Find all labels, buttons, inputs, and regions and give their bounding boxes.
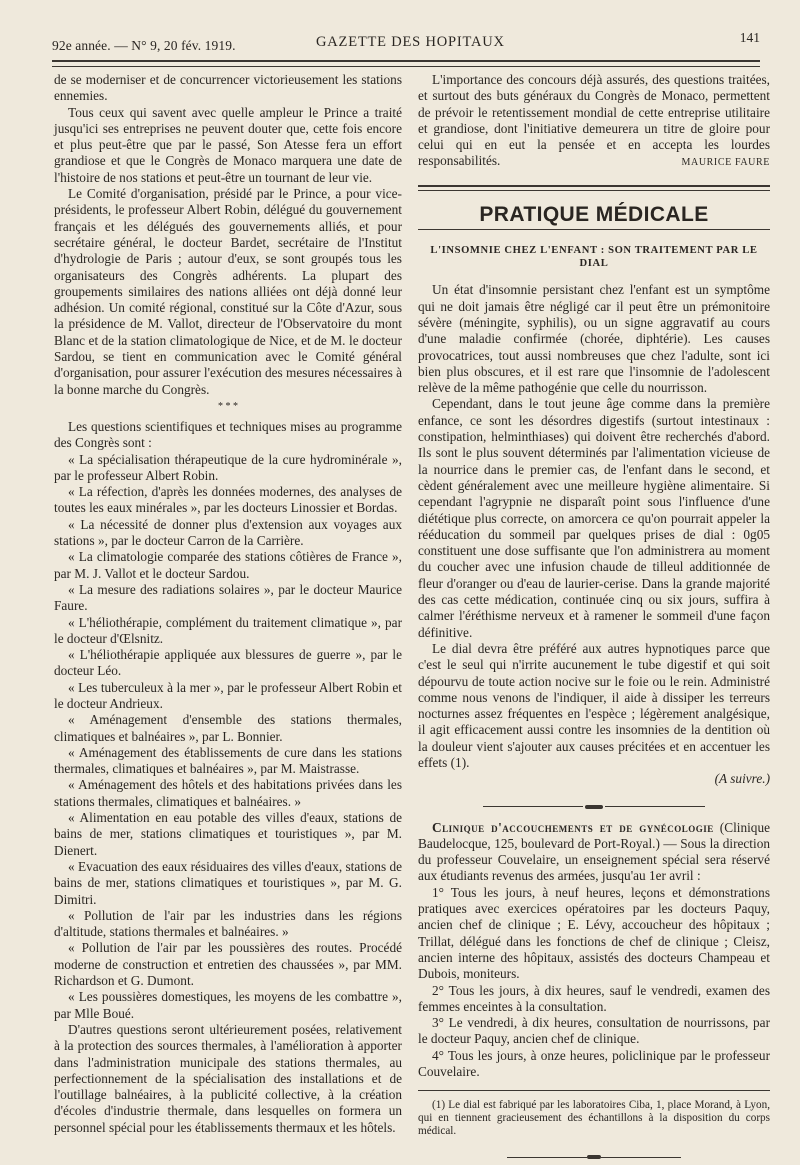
list-item: « Aménagement d'ensemble des stations thermales, climatiques et balnéaires », par L. Bonnier.	[54, 712, 402, 744]
section-rule	[418, 185, 770, 191]
list-item: 4° Tous les jours, à onze heures, policlinique par le professeur Couvelaire.	[418, 1047, 770, 1080]
section-stars: * * *	[218, 400, 238, 412]
page-number: 141	[739, 30, 760, 45]
list-item: « La climatologie comparée des stations côtières de France », par M. J. Vallot et le docteur Sardou.	[54, 549, 402, 581]
list-item: « La mesure des radiations solaires », par le docteur Maurice Faure.	[54, 581, 402, 614]
list-item: « Pollution de l'air par les poussières des routes. Procédé moderne de construction et entretien des chaussées », par MM. Richardson et G. Dumont.	[54, 940, 402, 989]
clinic-heading: Clinique d'accouchements et de gynécologie	[432, 819, 714, 835]
list-item: « Evacuation des eaux résiduaires des villes d'eaux, stations de bains de mer, stations climatiques et touristiques », par M. G. Dimitri.	[54, 858, 402, 907]
list-item: « L'héliothérapie, complément du traitement climatique », par le docteur d'Œlsnitz.	[54, 614, 402, 646]
ornament-divider	[418, 1148, 770, 1164]
left-column	[54, 72, 402, 1136]
article-title: L'INSOMNIE CHEZ L'ENFANT : SON TRAITEMENT PAR LE DIAL	[430, 245, 758, 270]
paragraph: Le dial devra être préféré aux autres hypnotiques parce que c'est le seul qui n'irrite aucunement le tube digestif et qui soit dépourvu de toute action nocive sur le foie ou le rein. Administré comme nous venons de l'indiquer, il aide à dissiper les terreurs nocturnes assez fréquentes en l'espèce ; légèrement analgésique, il agit efficacement aussi contre les insomnies de la dentition où la douleur vient s'ajouter aux causes précitées et en accentuer les effets (1).	[418, 640, 770, 770]
list-item: 3° Le vendredi, à dix heures, consultation de nourrissons, par le docteur Paquy, ancien chef de clinique.	[418, 1015, 770, 1047]
list-item: « Les tuberculeux à la mer », par le professeur Albert Robin et le docteur Andrieux.	[54, 679, 402, 711]
list-item: « Aménagement des établissements de cure dans les stations thermales, climatiques et balnéaires », par M. Maistrasse.	[54, 744, 402, 777]
section-title: PRATIQUE MÉDICALE	[479, 203, 709, 227]
paragraph: L'importance des concours déjà assurés, des questions traitées, et surtout des buts généraux du Congrès de Monaco, permettent de prévoir le retentissement mondial de cette entreprise utilitaire et grandiose, dont l'initiative demeurera un titre de gloire pour celui qui en eut la pensée et en accepta les lourdes responsabilités.	[418, 72, 770, 169]
to-be-continued: (A suivre.)	[714, 771, 770, 787]
right-column	[418, 72, 770, 1165]
list-item: « La réfection, d'après les données modernes, des analyses de toutes les eaux minérales », par les docteurs Linossier et Bordas.	[54, 484, 402, 516]
clinic-body: (Clinique Baudelocque, 125, boulevard de Port-Royal.) — Sous la direction du professeur Couvelaire, un enseignement spécial sera réservé aux étudiants revenus des armées, jusqu'au 1er avril :	[418, 819, 770, 884]
list-item: 1° Tous les jours, à neuf heures, leçons et démonstrations pratiques avec exercices opératoires par les docteurs Paquy, ancien chef de clinique ; E. Lévy, accoucheur des hôpitaux ; Trillat, délégué dans les fonctions de chef de clinique ; Cleisz, ancien interne des hôpitaux, assistés des docteurs Champeau et Dubois, moniteurs.	[418, 884, 770, 982]
list-item: 2° Tous les jours, à dix heures, sauf le vendredi, examen des femmes enceintes à la consultation.	[418, 982, 770, 1014]
list-item: « Aménagement des hôtels et des habitations privées dans les stations thermales, climatiques et balnéaires. »	[54, 777, 402, 809]
journal-title: GAZETTE DES HOPITAUX	[316, 34, 505, 50]
list-item: « La nécessité de donner plus d'extension aux voyages aux stations », par le docteur Carron de la Carrière.	[54, 516, 402, 549]
paragraph: Cependant, dans le tout jeune âge comme dans la première enfance, ce sont les désordres digestifs (surtout intestinaux : constipation, helminthiases) qui doivent être recherchés d'abord. Ils sont le plus souvent déterminés par l'alimentation vicieuse de la nourrice dans le premier cas, de l'enfant dans le second, et cèdent généralement avec une meilleure hygiène alimentaire. Si cependant l'agrypnie ne disparaît point sous l'influence d'une diététique plus correcte, on amorcera ce qu'on pourrait appeler la rééducation du sommeil par quelques prises de dial : 0g05 constituent une dose suffisante que l'on administrera au moment du coucher avec une infusion chaude de tilleul additionnée de fleur d'oranger ou d'eau de laurier-cerise. Dans la grande majorité des cas cette médication, continuée cinq ou six jours, suffira à calmer l'éréthisme nerveux et à ramener le sommeil d'une façon définitive.	[418, 396, 770, 640]
paragraph: Les questions scientifiques et techniques mises au programme des Congrès sont :	[54, 418, 402, 451]
paragraph: de se moderniser et de concurrencer victorieusement les stations ennemies.	[54, 72, 402, 104]
header-rule	[52, 60, 760, 67]
list-item: « Alimentation en eau potable des villes d'eaux, stations de bains de mer, stations climatiques et touristiques », par M. Dienert.	[54, 810, 402, 858]
list-item: « Pollution de l'air par les industries dans les régions d'altitude, stations thermales et balnéaires. »	[54, 907, 402, 940]
footnote-rule	[418, 1090, 770, 1091]
clinic-notice	[418, 820, 770, 885]
paragraph: D'autres questions seront ultérieurement posées, relativement à la protection des sources thermales, à l'amélioration à apporter dans l'administration municipale des stations thermales, au perfectionnement de la spécialisation des installations et de l'outillage balnéaires, à la publicité collective, à la création d'écoles d'industrie thermale, dans lesquelles on formera un personnel spécial pour les établissements thermaux et les hôtels.	[54, 1021, 402, 1135]
paragraph: Le Comité d'organisation, présidé par le Prince, a pour vice-présidents, le professeur Albert Robin, délégué du gouvernement français et les délégués des gouvernements alliés, et pour secrétaire général, le docteur Bardet, secrétaire de l'Institut d'hydrologie de Paris ; autour d'eux, se sont groupés tous les organisateurs des Congrès adhérents. La plupart des groupements similaires des nations alliées ont déjà donné leur adhésion. Un comité régional, constitué sur la Côte d'Azur, sous la présidence de M. Vallot, directeur de l'Observatoire du mont Blanc et de la station climatologique de Nice, et de M. le docteur Sardou, se tient en communication avec le Comité général d'organisation, pour assurer l'exécution des mesures nécessaires à la bonne marche du Congrès.	[54, 186, 402, 397]
issue-line: 92e année. — N° 9, 20 fév. 1919.	[52, 38, 236, 53]
list-item: « L'héliothérapie appliquée aux blessures de guerre », par le docteur Léo.	[54, 647, 402, 679]
title-rule	[418, 229, 770, 230]
footnote: (1) Le dial est fabriqué par les laboratoires Ciba, 1, place Morand, à Lyon, qui en tiennent gracieusement des échantillons à la disposition du corps médical.	[418, 1099, 770, 1138]
list-item: « Les poussières domestiques, les moyens de les combattre », par Mlle Boué.	[54, 989, 402, 1021]
ornament-divider	[418, 798, 770, 808]
paragraph: Un état d'insomnie persistant chez l'enfant est un symptôme qui ne doit jamais être négligé car il peut être un prémonitoire sévère (méningite, syphilis), ou un signe aggravatif au cours d'une maladie confirmée (chorée, diphtérie). Les causes provocatrices, tout aussi nombreuses que chez l'adulte, sont ici bien plus obscures, et il est rare que l'insomnie de l'adolescent relève de la même pathogénie que celle du nourrisson.	[418, 282, 770, 396]
list-item: « La spécialisation thérapeutique de la cure hydrominérale », par le professeur Albert Robin.	[54, 451, 402, 483]
author-signature: MAURICE FAURE	[681, 156, 770, 168]
paragraph: Tous ceux qui savent avec quelle ampleur le Prince a traité jusqu'ici ses entreprises ne peuvent douter que, cette fois encore et plus peut-être que par le passé, Son Atesse fera un effort grandiose et que le Congrès de Monaco marquera une date de l'histoire de nos stations et peut-être un tournant de leur vie.	[54, 104, 402, 185]
page-header	[52, 30, 760, 56]
